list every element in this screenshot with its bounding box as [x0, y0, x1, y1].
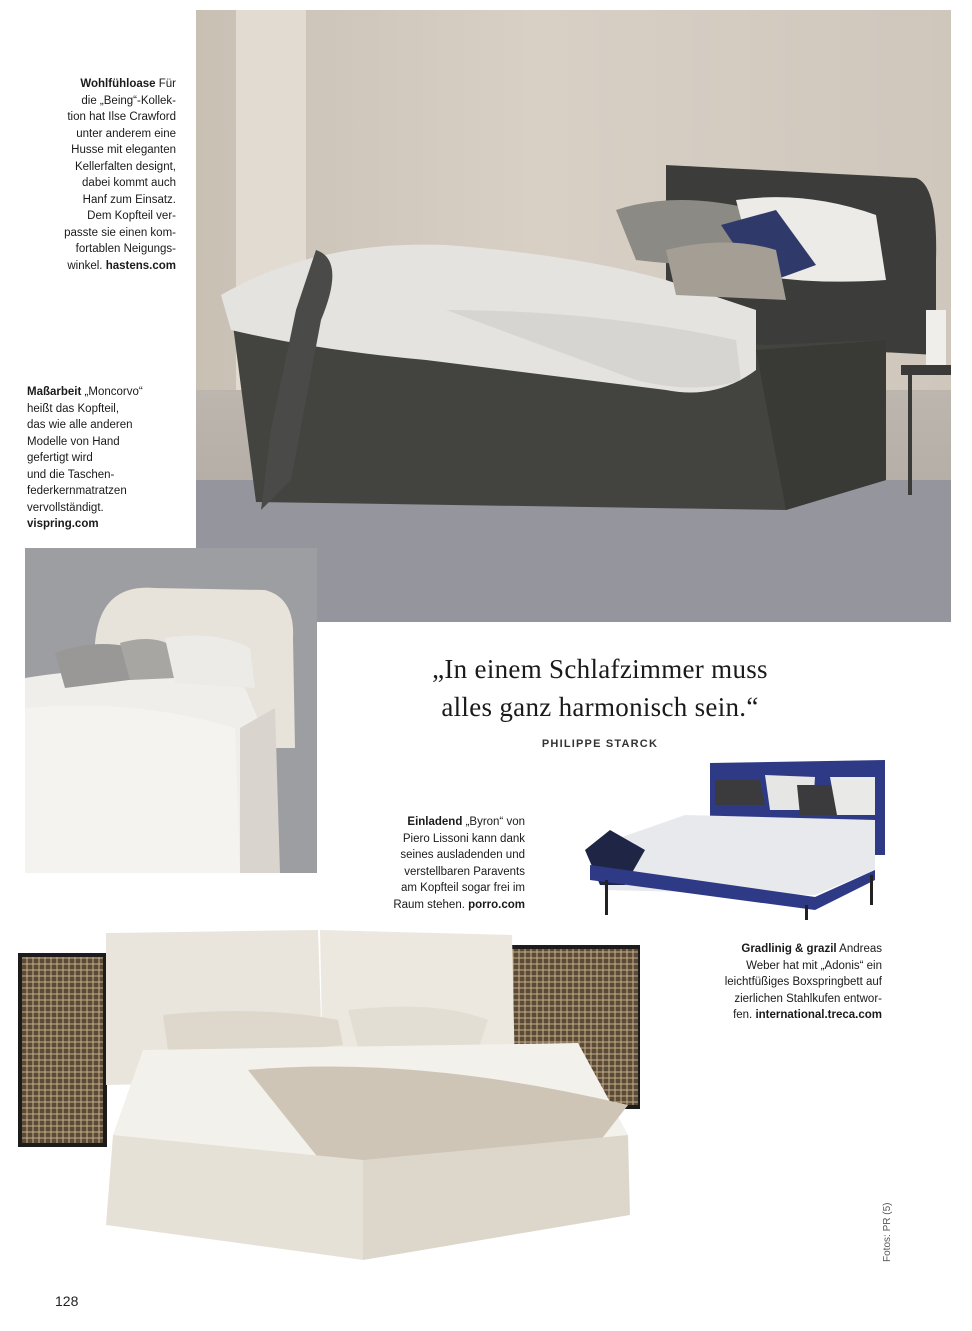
caption-vispring [27, 384, 187, 533]
caption-text: Andreas [839, 943, 882, 955]
caption-text: das wie alle anderen [27, 419, 133, 431]
caption-text: fortablen Neigungs- [75, 243, 176, 255]
caption-text: am Kopfteil sogar frei im [401, 882, 525, 894]
photo-credit: Fotos: PR (5) [882, 1202, 893, 1262]
caption-text: „Byron“ von [465, 816, 525, 828]
caption-url[interactable]: hastens.com [105, 259, 176, 272]
caption-text: Modelle von Hand [27, 435, 120, 448]
quote-author: PHILIPPE STARCK [541, 738, 659, 750]
caption-text: dabei kommt auch [82, 177, 176, 189]
caption-url[interactable]: vispring.com [27, 518, 99, 530]
photo-blue-bed [575, 755, 890, 920]
caption-text: „Moncorvo“ [84, 386, 143, 398]
photo-cream-bed [18, 925, 640, 1265]
photo-white-bed [25, 548, 317, 873]
caption-text: und die Taschen- [27, 468, 115, 481]
caption-text: Kellerfalten designt, [74, 160, 176, 173]
caption-text: federkernmatratzen [27, 485, 127, 497]
caption-text: Für [158, 78, 176, 90]
caption-text: seines ausladenden und [400, 849, 525, 861]
caption-text: Husse mit eleganten [71, 144, 176, 156]
quote-line-1: „In einem Schlafzimmer muss [432, 654, 768, 684]
caption-text: Piero Lissoni kann dank [402, 832, 525, 845]
caption-text: tion hat Ilse Crawford [67, 111, 176, 123]
caption-text: zierlichen Stahlkufen entwor- [734, 992, 882, 1005]
caption-porro [360, 814, 525, 913]
caption-text: winkel. [67, 259, 103, 272]
page-number: 128 [55, 1293, 79, 1309]
caption-text: verstellbaren Paravents [404, 865, 525, 878]
caption-treca [700, 941, 882, 1024]
caption-text: heißt das Kopfteil, [27, 402, 120, 415]
caption-lead: Maßarbeit [27, 386, 82, 398]
caption-lead: Einladend [407, 816, 463, 828]
caption-text: leichtfüßiges Boxspringbett auf [724, 976, 882, 988]
caption-text: Dem Kopfteil ver- [87, 210, 176, 222]
caption-text: gefertigt wird [27, 452, 93, 464]
caption-url[interactable]: international.treca.com [755, 1009, 882, 1021]
caption-text: vervollständigt. [27, 501, 104, 514]
caption-text: Hanf zum Einsatz. [82, 193, 176, 206]
caption-text: unter anderem eine [76, 127, 176, 140]
caption-lead: Gradlinig & grazil [741, 943, 837, 955]
caption-text: passte sie einen kom- [64, 226, 176, 239]
caption-hastens [30, 76, 176, 274]
pull-quote [330, 650, 870, 726]
caption-url[interactable]: porro.com [468, 898, 525, 911]
caption-lead: Wohlfühloase [80, 78, 156, 90]
caption-text: Raum stehen. [393, 898, 465, 911]
caption-text: Weber hat mit „Adonis“ ein [746, 959, 882, 972]
quote-line-2: alles ganz harmonisch sein.“ [441, 692, 759, 722]
photo-dark-bed [196, 10, 951, 622]
caption-text: die „Being“-Kollek- [81, 94, 176, 107]
caption-text: fen. [733, 1009, 753, 1021]
